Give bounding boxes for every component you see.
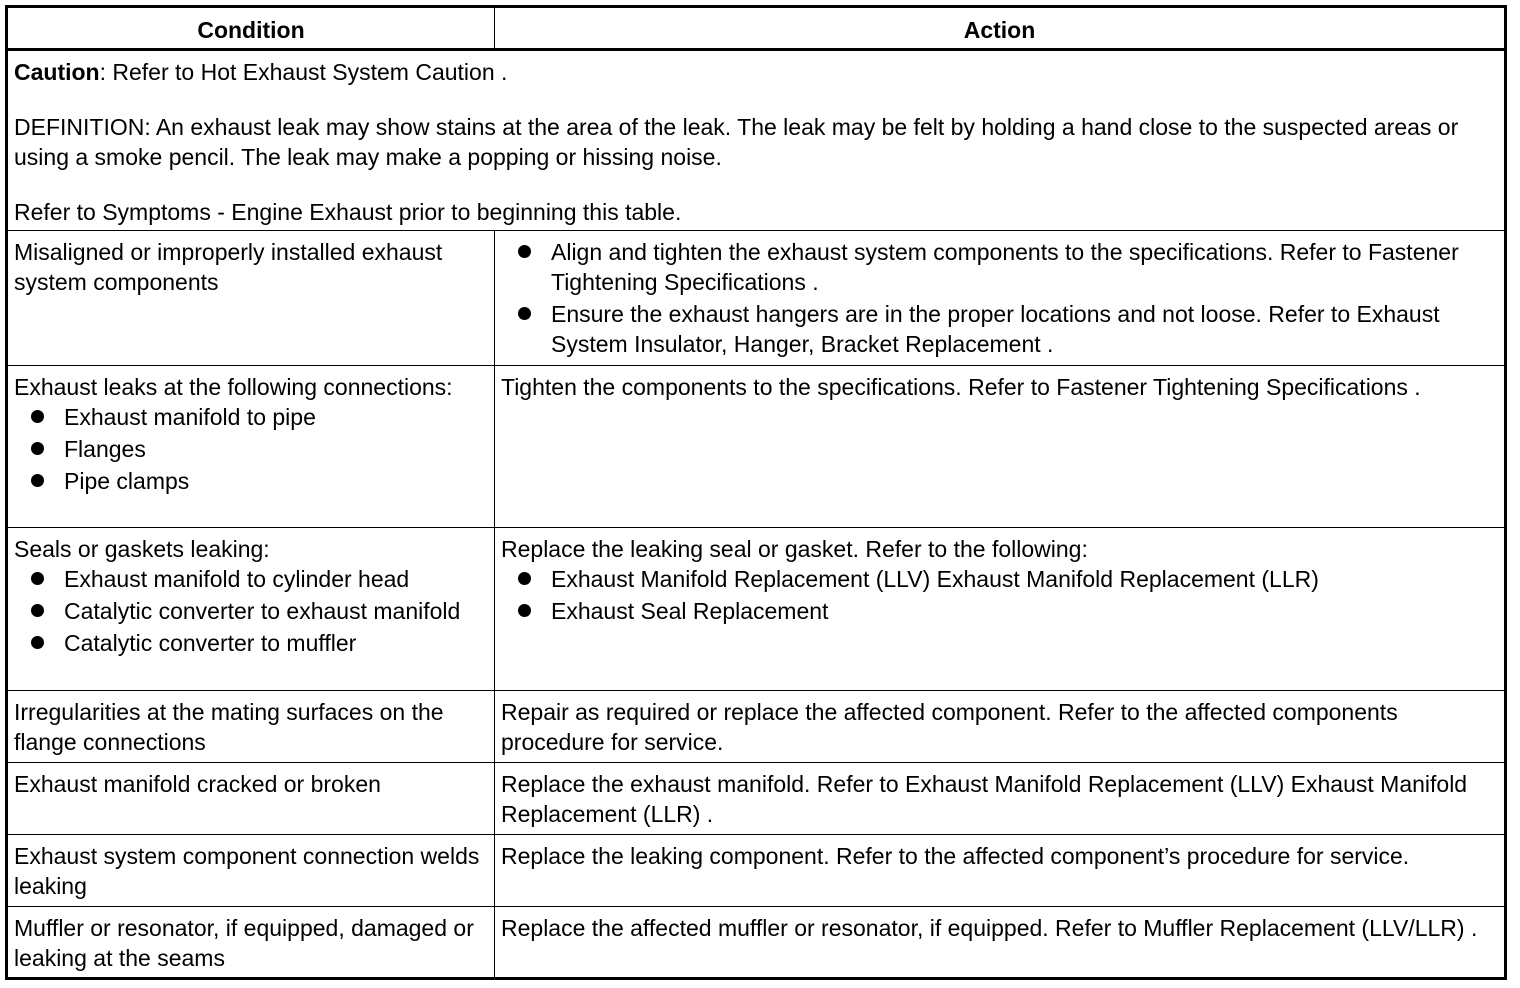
list-item: Exhaust Manifold Replacement (LLV) Exhaust Manifold Replacement (LLR): [501, 564, 1498, 594]
intro-row: [7, 50, 1506, 231]
definition-text: DEFINITION: An exhaust leak may show stains at the area of the leak. The leak may be felt by holding a hand close to the suspected areas or using a smoke pencil. The leak may make a popping or hissing noise.: [14, 114, 1459, 170]
list-item: Exhaust manifold to cylinder head: [14, 564, 488, 594]
caution-label: Caution: [14, 59, 100, 85]
list-item: Exhaust Seal Replacement: [501, 596, 1498, 626]
intro-cell: [7, 50, 1506, 231]
list-item: Catalytic converter to muffler: [14, 628, 488, 658]
condition-text: Exhaust leaks at the following connections:: [14, 374, 453, 400]
table-row: [7, 763, 1506, 835]
list-item: Exhaust manifold to pipe: [14, 402, 488, 432]
condition-cell: [7, 528, 495, 691]
list-item: Flanges: [14, 434, 488, 464]
table-row: [7, 366, 1506, 528]
condition-column-header: Condition: [7, 7, 495, 50]
table-row: [7, 835, 1506, 907]
condition-cell: Exhaust manifold cracked or broken: [7, 763, 495, 835]
table-row: [7, 528, 1506, 691]
header-row: [7, 7, 1506, 50]
list-item: Ensure the exhaust hangers are in the proper locations and not loose. Refer to Exhaust System Insulator, Hanger, Bracket Replacement .: [501, 299, 1498, 359]
caution-line: [14, 57, 1498, 87]
action-cell: Replace the leaking component. Refer to the affected component’s procedure for service.: [495, 835, 1506, 907]
condition-text: Seals or gaskets leaking:: [14, 536, 270, 562]
list-item: Catalytic converter to exhaust manifold: [14, 596, 488, 626]
action-cell: Replace the exhaust manifold. Refer to Exhaust Manifold Replacement (LLV) Exhaust Manifold Replacement (LLR) .: [495, 763, 1506, 835]
diagnostic-table: [5, 5, 1507, 980]
refer-text: Refer to Symptoms - Engine Exhaust prior to beginning this table.: [14, 199, 682, 225]
action-cell: Repair as required or replace the affected component. Refer to the affected components procedure for service.: [495, 691, 1506, 763]
action-text: Replace the leaking seal or gasket. Refer to the following:: [501, 536, 1088, 562]
condition-bullet-list: [14, 402, 488, 496]
condition-cell: Exhaust system component connection welds leaking: [7, 835, 495, 907]
condition-cell: Muffler or resonator, if equipped, damaged or leaking at the seams: [7, 907, 495, 979]
table-row: [7, 691, 1506, 763]
table-row: [7, 231, 1506, 366]
action-cell: [495, 528, 1506, 691]
action-cell: Tighten the components to the specifications. Refer to Fastener Tightening Specifications .: [495, 366, 1506, 528]
table-row: [7, 907, 1506, 979]
condition-cell: Irregularities at the mating surfaces on the flange connections: [7, 691, 495, 763]
condition-cell: Misaligned or improperly installed exhaust system components: [7, 231, 495, 366]
condition-cell: [7, 366, 495, 528]
action-bullet-list: [501, 564, 1498, 626]
action-cell: Replace the affected muffler or resonator, if equipped. Refer to Muffler Replacement (LLV/LLR) .: [495, 907, 1506, 979]
action-bullet-list: [501, 237, 1498, 359]
caution-text: : Refer to Hot Exhaust System Caution .: [99, 59, 508, 85]
list-item: Pipe clamps: [14, 466, 488, 496]
action-column-header: Action: [495, 7, 1506, 50]
action-cell: [495, 231, 1506, 366]
list-item: Align and tighten the exhaust system components to the specifications. Refer to Fastener Tightening Specifications .: [501, 237, 1498, 297]
condition-bullet-list: [14, 564, 488, 658]
